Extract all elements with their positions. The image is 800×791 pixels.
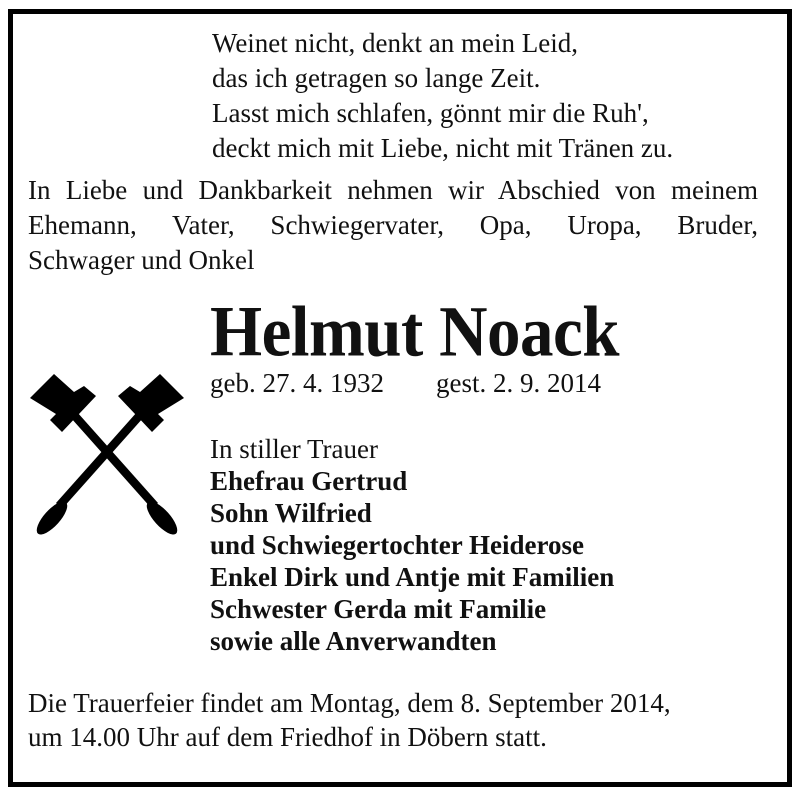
mourner-entry: Schwester Gerda mit Familie	[210, 594, 547, 624]
deceased-name: Helmut Noack	[210, 291, 619, 372]
intro-line: In Liebe und Dankbarkeit nehmen wir Abschied von meinem	[28, 175, 758, 205]
funeral-info	[28, 686, 671, 754]
funeral-line: Die Trauerfeier findet am Montag, dem 8. September 2014,	[28, 688, 671, 718]
birth-date: geb. 27. 4. 1932	[210, 368, 384, 398]
mourner-entry: Enkel Dirk und Antje mit Familien	[210, 562, 615, 592]
intro-line: Schwager und Onkel	[28, 245, 255, 275]
poem	[212, 26, 673, 166]
poem-line: das ich getragen so lange Zeit.	[212, 63, 541, 93]
intro-text	[28, 173, 758, 278]
mourner-entry: sowie alle Anverwandten	[210, 626, 497, 656]
life-dates	[210, 366, 601, 401]
mourner-entry: und Schwiegertochter Heiderose	[210, 530, 584, 560]
crossed-hammers-icon	[22, 360, 192, 540]
death-date: gest. 2. 9. 2014	[435, 368, 601, 398]
mourner-entry: Sohn Wilfried	[210, 498, 372, 528]
mourners-heading: In stiller Trauer	[210, 434, 378, 464]
mourners-list	[210, 433, 614, 657]
funeral-line: um 14.00 Uhr auf dem Friedhof in Döbern statt.	[28, 722, 547, 752]
poem-line: Weinet nicht, denkt an mein Leid,	[212, 28, 578, 58]
poem-line: Lasst mich schlafen, gönnt mir die Ruh',	[212, 98, 649, 128]
mourner-entry: Ehefrau Gertrud	[210, 466, 408, 496]
poem-line: deckt mich mit Liebe, nicht mit Tränen zu.	[212, 133, 674, 163]
intro-line: Ehemann, Vater, Schwiegervater, Opa, Uropa, Bruder,	[28, 210, 758, 240]
